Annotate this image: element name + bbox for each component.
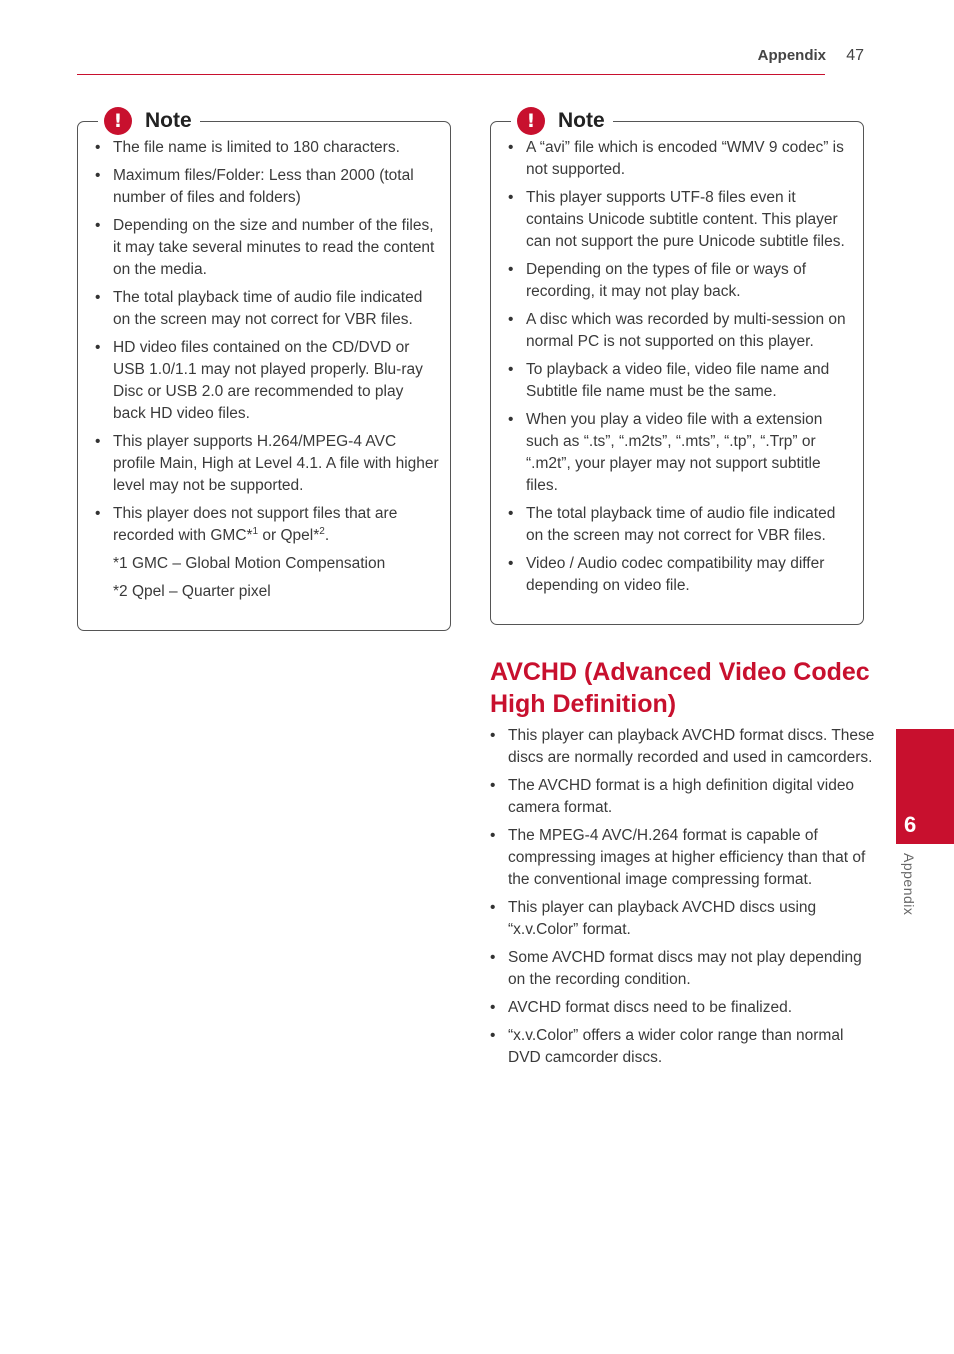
exclamation-icon: ! bbox=[104, 107, 132, 135]
list-item: • The AVCHD format is a high definition digital video camera format. bbox=[490, 775, 875, 819]
footnote-ref-2: 2 bbox=[319, 525, 325, 537]
exclamation-icon: ! bbox=[517, 107, 545, 135]
note-title: Note bbox=[558, 109, 605, 132]
list-item: • The total playback time of audio file indicated on the screen may not correct for VBR files. bbox=[95, 287, 440, 331]
list-item: • This player can playback AVCHD discs using “x.v.Color” format. bbox=[490, 897, 875, 941]
note-box-left bbox=[77, 109, 451, 631]
note-list bbox=[95, 137, 440, 609]
list-item bbox=[95, 503, 440, 547]
note-header bbox=[511, 105, 613, 137]
list-item: • A “avi” file which is encoded “WMV 9 codec” is not supported. bbox=[508, 137, 853, 181]
section-title: AVCHD (Advanced Video Codec High Definition) bbox=[490, 658, 870, 718]
avchd-list bbox=[490, 725, 875, 1075]
chapter-label: Appendix bbox=[901, 853, 917, 916]
list-item: • The total playback time of audio file indicated on the screen may not correct for VBR files. bbox=[508, 503, 853, 547]
list-item: • The MPEG-4 AVC/H.264 format is capable of compressing images at higher efficiency than that of the conventional image compressing format. bbox=[490, 825, 875, 891]
note-box-right bbox=[490, 109, 864, 625]
gmc-text-c: . bbox=[324, 527, 330, 544]
footnote: *1 GMC – Global Motion Compensation bbox=[113, 555, 386, 572]
note-list bbox=[508, 137, 853, 603]
page-number: 47 bbox=[846, 47, 864, 64]
list-item: • Maximum files/Folder: Less than 2000 (total number of files and folders) bbox=[95, 165, 440, 209]
list-item: • This player can playback AVCHD format discs. These discs are normally recorded and used in camcorders. bbox=[490, 725, 875, 769]
list-item: • AVCHD format discs need to be finalized. bbox=[490, 997, 875, 1019]
list-item: • This player supports UTF-8 files even it contains Unicode subtitle content. This player can not support the pure Unicode subtitle files. bbox=[508, 187, 853, 253]
list-item: • Depending on the types of file or ways of recording, it may not play back. bbox=[508, 259, 853, 303]
note-header bbox=[98, 105, 200, 137]
list-item: • “x.v.Color” offers a wider color range than normal DVD camcorder discs. bbox=[490, 1025, 875, 1069]
gmc-text-a: This player does not support files that are recorded with GMC* bbox=[113, 505, 398, 544]
footnote-ref-1: 1 bbox=[252, 525, 259, 537]
list-item: • When you play a video file with a extension such as “.ts”, “.m2ts”, “.mts”, “.tp”, “.Trp” or “.m2t”, your player may not support subtitle files. bbox=[508, 409, 853, 497]
list-item: • Video / Audio codec compatibility may differ depending on video file. bbox=[508, 553, 853, 597]
gmc-text-b: or Qpel* bbox=[258, 527, 320, 544]
list-item: • Depending on the size and number of the files, it may take several minutes to read the content on the media. bbox=[95, 215, 440, 281]
footnote: *2 Qpel – Quarter pixel bbox=[113, 583, 271, 600]
list-item: • This player supports H.264/MPEG-4 AVC profile Main, High at Level 4.1. A file with higher level may not be supported. bbox=[95, 431, 440, 497]
header-section: Appendix bbox=[757, 47, 826, 64]
note-title: Note bbox=[145, 109, 192, 132]
header-rule bbox=[77, 74, 825, 75]
list-item: • The file name is limited to 180 characters. bbox=[95, 137, 440, 159]
list-item: • A disc which was recorded by multi-session on normal PC is not supported on this player. bbox=[508, 309, 853, 353]
list-item: • To playback a video file, video file name and Subtitle file name must be the same. bbox=[508, 359, 853, 403]
chapter-number: 6 bbox=[904, 812, 917, 837]
list-item: • Some AVCHD format discs may not play depending on the recording condition. bbox=[490, 947, 875, 991]
list-item: • HD video files contained on the CD/DVD or USB 1.0/1.1 may not played properly. Blu-ray Disc or USB 2.0 are recommended to play back HD video files. bbox=[95, 337, 440, 425]
